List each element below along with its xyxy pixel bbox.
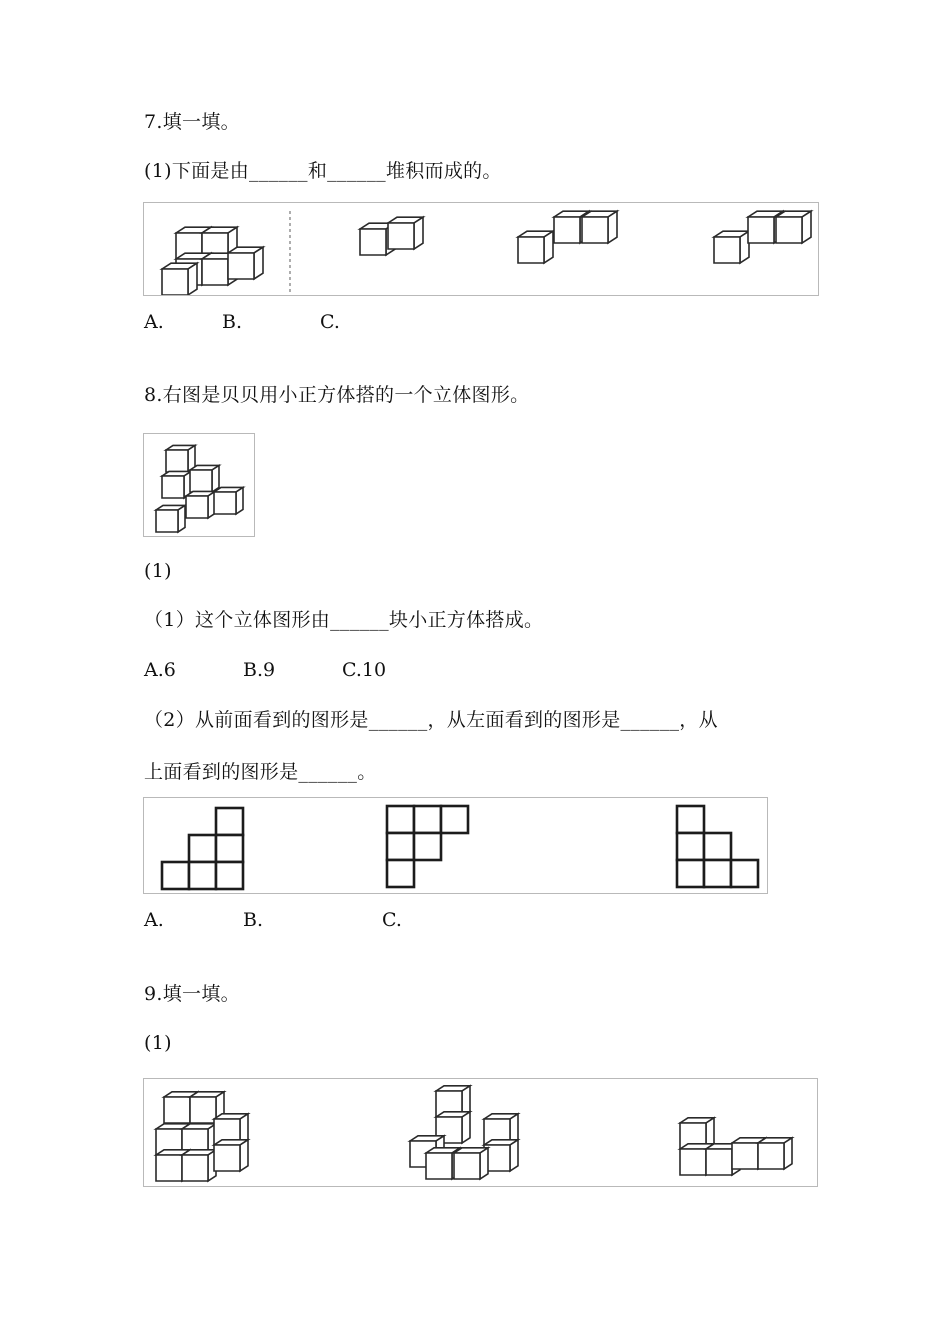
cube-side-face xyxy=(510,1140,518,1171)
cube-front-face xyxy=(202,259,228,285)
cube-front-face xyxy=(454,1153,480,1179)
cube-side-face xyxy=(240,1140,248,1171)
q8-cubes-svg xyxy=(144,434,254,536)
q8-sub1-option-b[interactable]: B.9 xyxy=(243,659,276,681)
cube-front-face xyxy=(776,217,802,243)
cube-side-face xyxy=(784,1138,792,1169)
view-square xyxy=(216,835,243,862)
cube-front-face xyxy=(732,1143,758,1169)
q9-part: (1) xyxy=(144,1032,172,1054)
view-square xyxy=(677,860,704,887)
view-square xyxy=(441,806,468,833)
view-square xyxy=(162,862,189,889)
view-square xyxy=(387,833,414,860)
cube-side-face xyxy=(414,217,423,249)
cube-front-face xyxy=(214,1145,240,1171)
cube-side-face xyxy=(462,1112,470,1143)
q8-sub1: （1）这个立体图形由______块小正方体搭成。 xyxy=(144,609,544,631)
cube-front-face xyxy=(554,217,580,243)
q7-title: 7.填一填。 xyxy=(144,111,240,133)
cube-side-face xyxy=(178,505,185,532)
cube-front-face xyxy=(518,237,544,263)
cube-front-face xyxy=(714,237,740,263)
cube-side-face xyxy=(188,263,197,295)
cube-side-face xyxy=(802,211,811,243)
q7-option-a[interactable]: A. xyxy=(144,311,164,333)
view-square xyxy=(387,860,414,887)
cube-side-face xyxy=(480,1148,488,1179)
cube-side-face xyxy=(254,247,263,279)
q8-option-c[interactable]: C. xyxy=(382,909,402,931)
cube-front-face xyxy=(360,229,386,255)
view-square xyxy=(414,833,441,860)
q8-title: 8.右图是贝贝用小正方体搭的一个立体图形。 xyxy=(144,384,530,406)
q7-figure-box xyxy=(143,202,819,296)
cube-front-face xyxy=(190,1097,216,1123)
cube-front-face xyxy=(162,476,184,498)
cube-front-face xyxy=(186,496,208,518)
view-square xyxy=(216,808,243,835)
view-square xyxy=(677,806,704,833)
q7-cubes-svg xyxy=(144,203,818,295)
q8-option-a[interactable]: A. xyxy=(144,909,164,931)
cube-front-face xyxy=(162,269,188,295)
cube-front-face xyxy=(680,1149,706,1175)
cube-front-face xyxy=(156,510,178,532)
cube-front-face xyxy=(706,1149,732,1175)
cube-front-face xyxy=(582,217,608,243)
cube-front-face xyxy=(182,1155,208,1181)
q9-cubes-svg xyxy=(144,1079,817,1186)
q9-figure-box xyxy=(143,1078,818,1187)
q8-views-svg xyxy=(144,798,767,893)
cube-front-face xyxy=(190,470,212,492)
cube-front-face xyxy=(388,223,414,249)
q9-title: 9.填一填。 xyxy=(144,983,240,1005)
cube-side-face xyxy=(544,231,553,263)
q7-sub1: (1)下面是由______和______堆积而成的。 xyxy=(144,160,502,182)
view-square xyxy=(704,833,731,860)
view-square xyxy=(189,835,216,862)
cube-side-face xyxy=(608,211,617,243)
view-square xyxy=(414,806,441,833)
view-square xyxy=(731,860,758,887)
q8-sub1-option-c[interactable]: C.10 xyxy=(342,659,387,681)
cube-front-face xyxy=(166,450,188,472)
view-square xyxy=(216,862,243,889)
q8-part: (1) xyxy=(144,560,172,582)
cube-front-face xyxy=(228,253,254,279)
q8-views-box xyxy=(143,797,768,894)
q8-figure-box xyxy=(143,433,255,537)
view-square xyxy=(704,860,731,887)
view-square xyxy=(387,806,414,833)
q7-option-c[interactable]: C. xyxy=(320,311,340,333)
cube-front-face xyxy=(214,492,236,514)
cube-front-face xyxy=(426,1153,452,1179)
q7-option-b[interactable]: B. xyxy=(222,311,243,333)
q8-sub1-option-a[interactable]: A.6 xyxy=(144,659,176,681)
cube-side-face xyxy=(236,487,243,514)
cube-front-face xyxy=(758,1143,784,1169)
q8-sub2-line2: 上面看到的图形是______。 xyxy=(144,761,377,783)
q8-sub2-line1: （2）从前面看到的图形是______，从左面看到的图形是______，从 xyxy=(144,709,718,731)
cube-front-face xyxy=(164,1097,190,1123)
cube-side-face xyxy=(212,465,219,492)
q8-option-b[interactable]: B. xyxy=(243,909,264,931)
view-square xyxy=(189,862,216,889)
cube-front-face xyxy=(748,217,774,243)
view-square xyxy=(677,833,704,860)
cube-front-face xyxy=(156,1155,182,1181)
